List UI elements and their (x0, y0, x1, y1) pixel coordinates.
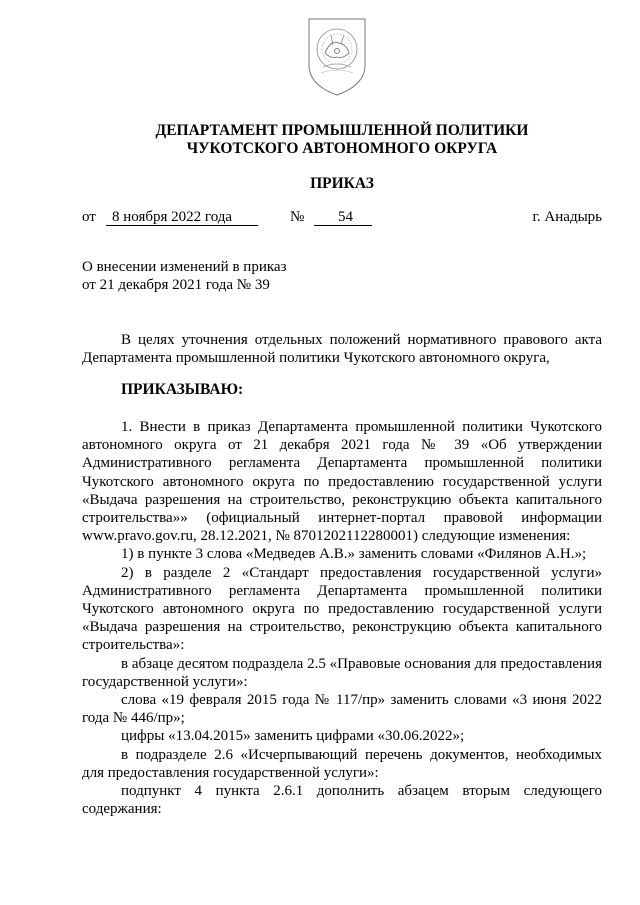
order-body (82, 418, 602, 818)
body-paragraph-3: 2) в разделе 2 «Стандарт предоставления государственной услуги» Административного регламента Департамента промышленной политики Чукотского автономного округа по предоставлению государственной услуги «Выдача разрешения на строительство, реконструкцию объекта капитального строительства»: (82, 564, 602, 654)
subject-line-2: от 21 декабря 2021 года № 39 (82, 277, 270, 293)
department-name-line-2: ЧУКОТСКОГО АВТОНОМНОГО ОКРУГА (186, 140, 498, 157)
from-label: от (82, 209, 96, 225)
department-name-line-1: ДЕПАРТАМЕНТ ПРОМЫШЛЕННОЙ ПОЛИТИКИ (155, 122, 529, 139)
body-paragraph-8: подпункт 4 пункта 2.6.1 дополнить абзацем вторым следующего содержания: (82, 783, 602, 818)
preamble: В целях уточнения отдельных положений нормативного правового акта Департамента промышленной политики Чукотского автономного округа, (82, 332, 602, 367)
body-paragraph-5: слова «19 февраля 2015 года № 117/пр» заменить словами «3 июня 2022 года № 446/пр»; (82, 692, 602, 727)
order-word: ПРИКАЗЫВАЮ: (121, 381, 244, 398)
body-paragraph-2: 1) в пункте 3 слова «Медведев А.В.» заменить словами «Филянов А.Н.»; (121, 546, 587, 563)
subject-line-1: О внесении изменений в приказ (82, 259, 287, 275)
document-city: г. Анадырь (532, 209, 602, 225)
body-paragraph-4: в абзаце десятом подраздела 2.5 «Правовые основания для предоставления государственной услуги»: (82, 655, 602, 690)
body-paragraph-1: 1. Внести в приказ Департамента промышленной политики Чукотского автономного округа от 21 декабря 2021 года № 39 «Об утверждении Административного регламента Департамента промышленной политики Чукотского автономного округа по предоставлению государственной услуги «Выдача разрешения на строительство, реконструкцию объекта капитального строительства»» (официальный интернет-портал правовой информации www.pravo.gov.ru, 28.12.2021, № 8701202112280001) следующие изменения: (82, 419, 602, 545)
number-label: № (290, 209, 305, 225)
document-type: ПРИКАЗ (310, 175, 374, 192)
document-date: 8 ноября 2022 года (112, 209, 233, 225)
body-paragraph-6: цифры «13.04.2015» заменить цифрами «30.06.2022»; (121, 728, 465, 745)
chukotka-coat-of-arms-icon (303, 15, 371, 99)
body-paragraph-7: в подразделе 2.6 «Исчерпывающий перечень документов, необходимых для предоставления государственной услуги»: (82, 746, 602, 781)
document-number: 54 (338, 209, 353, 225)
